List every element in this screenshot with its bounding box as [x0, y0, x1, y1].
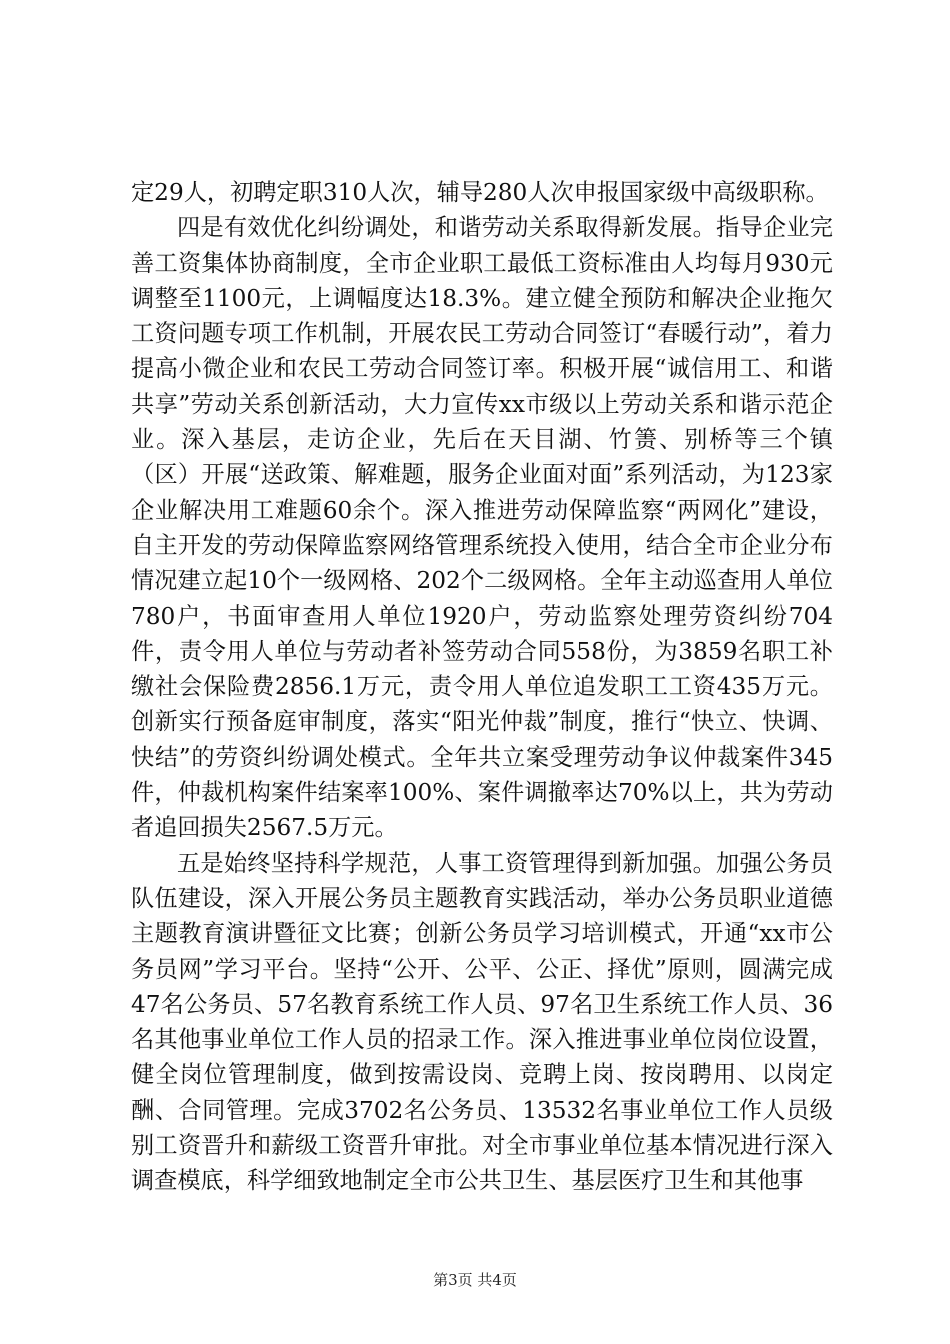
paragraph-labor-relations: 四是有效优化纠纷调处，和谐劳动关系取得新发展。指导企业完善工资集体协商制度，全市企业职工最低工资标准由人均每月930元调整至1100元，上调幅度达18.3%。建立健全预防和解决企业拖欠工资问题专项工作机制，开展农民工劳动合同签订“春暖行动”，着力提高小微企业和农民工劳动合同签订率。积极开展“诚信用工、和谐共享”劳动关系创新活动，大力宣传xx市级以上劳动关系和谐示范企业。深入基层，走访企业，先后在天目湖、竹箦、别桥等三个镇（区）开展“送政策、解难题，服务企业面对面”系列活动，为123家企业解决用工难题60余个。深入推进劳动保障监察“两网化”建设，自主开发的劳动保障监察网络管理系统投入使用，结合全市企业分布情况建立起10个一级网格、202个二级网格。全年主动巡查用人单位780户，书面审查用人单位1920户，劳动监察处理劳资纠纷704件，责令用人单位与劳动者补签劳动合同558份，为3859名职工补缴社会保险费2856.1万元，责令用人单位追发职工工资435万元。创新实行预备庭审制度，落实“阳光仲裁”制度，推行“快立、快调、快结”的劳资纠纷调处模式。全年共立案受理劳动争议仲裁案件345件，仲裁机构案件结案率100%、案件调撤率达70%以上，共为劳动者追回损失2567.5万元。: [131, 214, 833, 842]
page-number-label: 第3页 共4页: [433, 1271, 517, 1289]
body-text: [131, 175, 833, 1199]
paragraph-personnel-wages: 五是始终坚持科学规范，人事工资管理得到新加强。加强公务员队伍建设，深入开展公务员主题教育实践活动，举办公务员职业道德主题教育演讲暨征文比赛；创新公务员学习培训模式，开通“xx市公务员网”学习平台。坚持“公开、公平、公正、择优”原则，圆满完成47名公务员、57名教育系统工作人员、97名卫生系统工作人员、36名其他事业单位工作人员的招录工作。深入推进事业单位岗位设置，健全岗位管理制度，做到按需设岗、竞聘上岗、按岗聘用、以岗定酬、合同管理。完成3702名公务员、13532名事业单位工作人员级别工资晋升和薪级工资晋升审批。对全市事业单位基本情况进行深入调查模底，科学细致地制定全市公共卫生、基层医疗卫生和其他事: [131, 849, 833, 1195]
paragraph-continuation: 定29人，初聘定职310人次，辅导280人次申报国家级中高级职称。: [131, 179, 829, 206]
page-footer: [0, 1270, 950, 1290]
